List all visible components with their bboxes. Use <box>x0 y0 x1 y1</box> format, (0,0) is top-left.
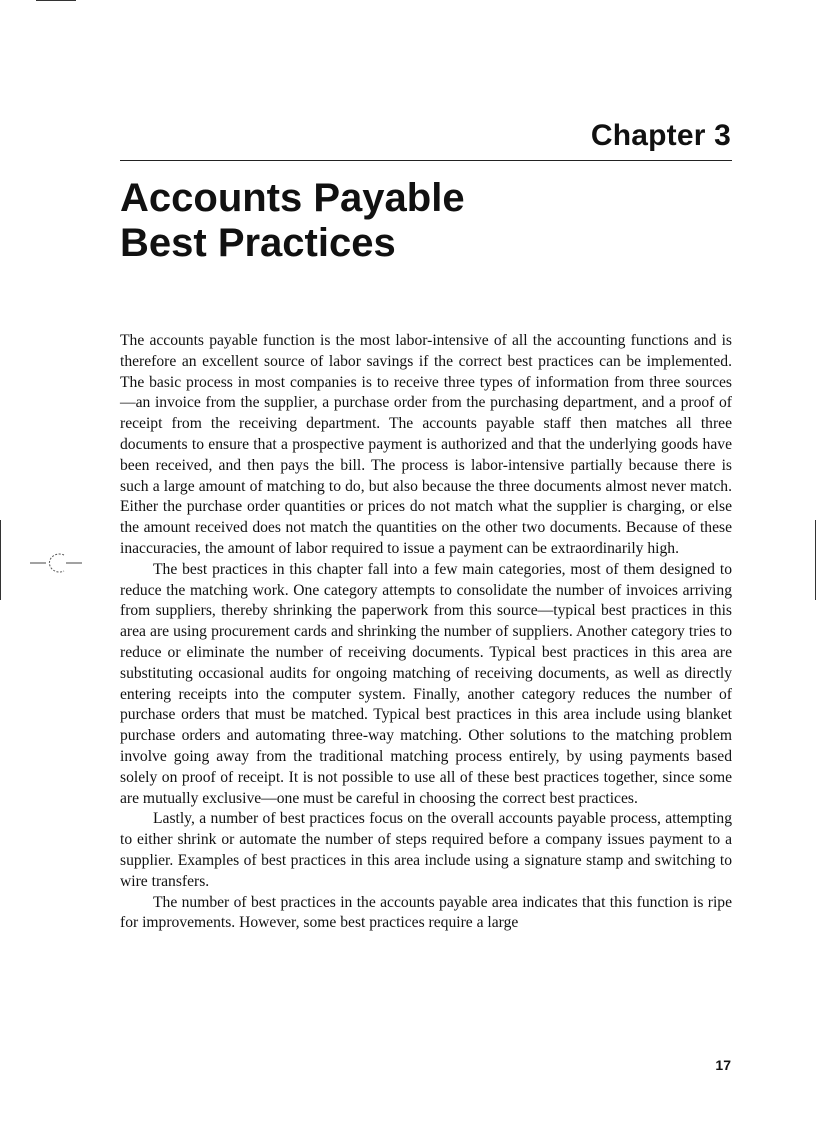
chapter-title-line-2: Best Practices <box>120 221 396 265</box>
chapter-label: Chapter 3 <box>590 119 731 152</box>
paragraph-4: The number of best practices in the accounts payable area indicates that this function is ripe for improvements. However, some best practices require a large <box>120 893 732 932</box>
chapter-title <box>120 176 732 266</box>
paragraph-1: The accounts payable function is the most labor-intensive of all the accounting functions and is therefore an excellent source of labor savings if the correct best practices can be implemented. The basic process in most companies is to receive three types of information from three sources—an invoice from the supplier, a purchase order from the purchasing department, and a proof of receipt from the receiving department. The accounts payable staff then matches all three documents to ensure that a prospective payment is authorized and that the underlying goods have been received, and then pays the bill. The process is labor-intensive partially because there is such a large amount of matching to do, but also because the three documents almost never match. Either the purchase order quantities or prices do not match what the supplier is charging, or else the amount received does not match the quantities on the other two documents. Because of these inaccuracies, the amount of labor required to issue a payment can be extraordinarily high. <box>120 332 732 557</box>
page-number: 17 <box>715 1057 731 1073</box>
crop-mark-top <box>36 0 76 1</box>
paragraph-3: Lastly, a number of best practices focus on the overall accounts payable process, attempting to either shrink or automate the number of steps required before a company issues payment to a supplier. Examples of best practices in this area include using a signature stamp and switching to wire transfers. <box>120 810 732 890</box>
chapter-rule <box>120 160 732 161</box>
chapter-title-line-1: Accounts Payable <box>120 176 465 220</box>
binding-mark-left <box>0 520 1 600</box>
body-text <box>120 331 732 934</box>
registration-mark-icon <box>28 548 84 578</box>
paragraph-2: The best practices in this chapter fall into a few main categories, most of them designed to reduce the matching work. One category attempts to consolidate the number of invoices arriving from suppliers, thereby shrinking the paperwork from this source—typical best practices in this area are using procurement cards and shrinking the number of suppliers. Another category tries to reduce or eliminate the number of receiving documents. Typical best practices in this area are substituting occasional audits for ongoing matching of receiving documents, as well as directly entering receipts into the computer system. Finally, another category reduces the number of purchase orders that must be matched. Typical best practices in this area include using blanket purchase orders and automating three-way matching. Other solutions to the matching problem involve going away from the traditional matching process entirely, by using payments based solely on proof of receipt. It is not possible to use all of these best practices together, since some are mutually exclusive—one must be careful in choosing the correct best practices. <box>120 560 732 807</box>
